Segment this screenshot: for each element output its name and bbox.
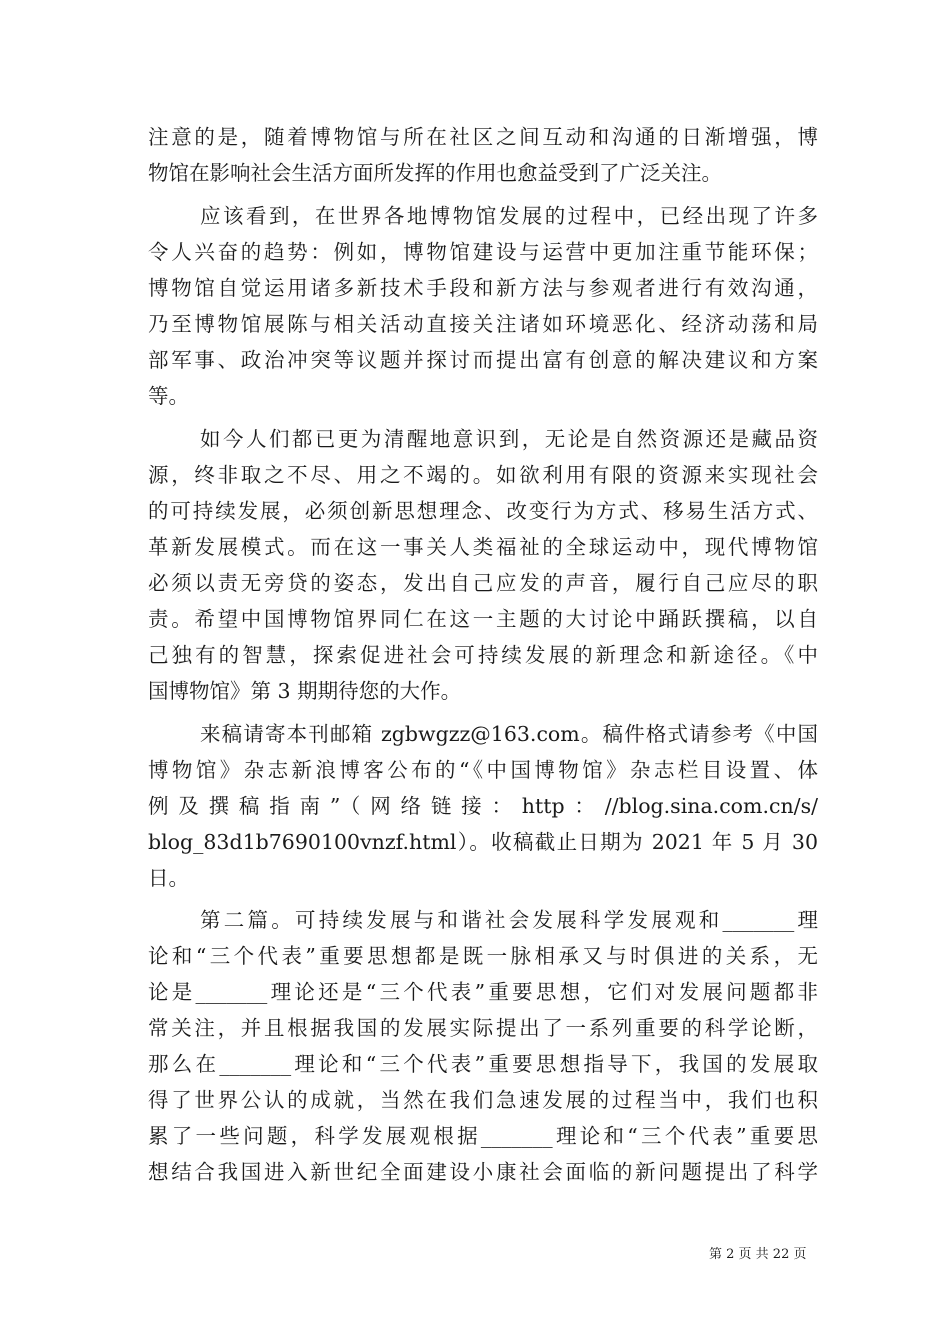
text-line: 想结合我国进入新世纪全面建设小康社会面临的新问题提出了科学 xyxy=(148,1160,818,1184)
text-line: 己独有的智慧，探索促进社会可持续发展的新理念和新途径。《中 xyxy=(148,643,818,667)
text-line: 必须以责无旁贷的姿态，发出自己应发的声音，履行自己应尽的职 xyxy=(148,571,818,595)
text-line: 常关注，并且根据我国的发展实际提出了一系列重要的科学论断， xyxy=(148,1016,818,1040)
text-line: 第二篇。可持续发展与和谐社会发展科学发展观和_______理 xyxy=(200,908,818,932)
text-line: 博物馆自觉运用诸多新技术手段和新方法与参观者进行有效沟通， xyxy=(148,276,818,300)
text-line: 来稿请寄本刊邮箱 zgbwgzz@163.com。稿件格式请参考《中国 xyxy=(200,722,818,746)
text-line: 论和“三个代表”重要思想都是既一脉相承又与时俱进的关系，无 xyxy=(148,944,818,968)
text-line: 令人兴奋的趋势：例如，博物馆建设与运营中更加注重节能环保； xyxy=(148,240,818,264)
text-line: 革新发展模式。而在这一事关人类福祉的全球运动中，现代博物馆 xyxy=(148,535,818,559)
text-line: 的可持续发展，必须创新思想理念、改变行为方式、移易生活方式、 xyxy=(148,499,818,523)
text-line: 乃至博物馆展陈与相关活动直接关注诸如环境恶化、经济动荡和局 xyxy=(148,312,818,336)
page-number: 第 2 页 共 22 页 xyxy=(709,1247,807,1262)
text-line: 累了一些问题，科学发展观根据_______理论和“三个代表”重要思 xyxy=(148,1124,818,1148)
text-line: 国博物馆》第 3 期期待您的大作。 xyxy=(148,679,462,703)
text-line: 例及撰稿指南”（网络链接：http：//blog.sina.com.cn/s/ xyxy=(148,794,818,818)
text-line: 那么在_______理论和“三个代表”重要思想指导下，我国的发展取 xyxy=(148,1052,818,1076)
text-line: blog_83d1b7690100vnzf.html）。收稿截止日期为 2021 年 5 月 30 xyxy=(148,830,818,854)
text-line: 论是_______理论还是“三个代表”重要思想，它们对发展问题都非 xyxy=(148,980,818,1004)
text-line: 如今人们都已更为清醒地意识到，无论是自然资源还是藏品资 xyxy=(200,427,818,451)
text-line: 源，终非取之不尽、用之不竭的。如欲利用有限的资源来实现社会 xyxy=(148,463,818,487)
text-line: 日。 xyxy=(148,866,189,890)
text-line: 得了世界公认的成就，当然在我们急速发展的过程当中，我们也积 xyxy=(148,1088,818,1112)
text-line: 部军事、政治冲突等议题并探讨而提出富有创意的解决建议和方案 xyxy=(148,348,818,372)
text-line: 注意的是，随着博物馆与所在社区之间互动和沟通的日渐增强，博 xyxy=(148,125,818,149)
text-line: 博物馆》杂志新浪博客公布的“《中国博物馆》杂志栏目设置、体 xyxy=(148,758,818,782)
text-line: 责。希望中国博物馆界同仁在这一主题的大讨论中踊跃撰稿，以自 xyxy=(148,607,818,631)
text-line: 物馆在影响社会生活方面所发挥的作用也愈益受到了广泛关注。 xyxy=(148,161,722,185)
text-line: 等。 xyxy=(148,384,189,408)
text-line: 应该看到，在世界各地博物馆发展的过程中，已经出现了许多 xyxy=(200,204,818,228)
